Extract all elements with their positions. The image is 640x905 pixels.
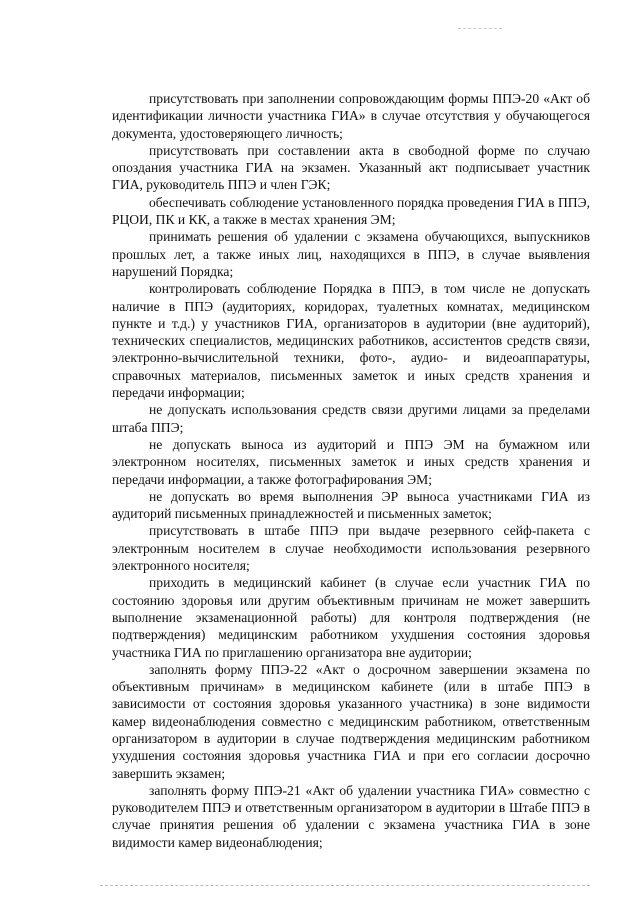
paragraph-form-ppe-22: заполнять форму ППЭ-22 «Акт о досрочном завершении экзамена по объективным причинам» в медицинском кабинете (или в штабе ППЭ в зависимости от состояния здоровья указанного участника) в зоне видимости камер видеонаблюдения совместно с медицинским работником, ответственным организатором в аудитории в случае подтверждения медицинским работником ухудшения состояния здоровья участника ГИА и при его согласии досрочно завершить экзамен; [112, 661, 590, 781]
paragraph-form-ppe-21: заполнять форму ППЭ-21 «Акт об удалении участника ГИА» совместно с руководителем ППЭ и ответственным организатором в аудитории в Штабе ППЭ в случае принятия решения об удалении с экзамена участника ГИА в зоне видимости камер видеонаблюдения; [112, 782, 590, 850]
paragraph-medical-room: приходить в медицинский кабинет (в случае если участник ГИА по состоянию здоровья или другим объективным причинам не может завершить выполнение экзаменационной работы) для контроля подтверждения (не подтверждения) медицинским работником ухудшения состояния здоровья участника ГИА по приглашению организатора вне аудитории; [112, 575, 590, 660]
paragraph-backup-safe-package: присутствовать в штабе ППЭ при выдаче резервного сейф-пакета с электронным носителем в случае необходимости использования резервного электронного носителя; [112, 523, 590, 574]
paragraph-materials-removal: не допускать выноса из аудиторий и ППЭ ЭМ на бумажном или электронном носителях, письменных заметок и иных средств хранения и передачи информации, а также фотографирования ЭМ; [112, 436, 590, 487]
paragraph-communication-limits: не допускать использования средств связи другими лицами за пределами штаба ППЭ; [112, 402, 590, 435]
paragraph-procedure-compliance: обеспечивать соблюдение установленного порядка проведения ГИА в ППЭ, РЦОИ, ПК и КК, а также в местах хранения ЭМ; [112, 194, 590, 228]
document-body [112, 90, 590, 851]
paragraph-removal-decision: принимать решения об удалении с экзамена обучающихся, выпускников прошлых лет, а также иных лиц, находящихся в ППЭ, в случае выявления нарушений Порядка; [112, 229, 590, 279]
paragraph-writing-supplies: не допускать во время выполнения ЭР выноса участниками ГИА из аудиторий письменных принадлежностей и письменных заметок; [112, 488, 590, 522]
bottom-rule [100, 885, 590, 886]
paragraph-identification-act: присутствовать при заполнении сопровождающим формы ППЭ-20 «Акт об идентификации личности участника ГИА» в случае отсутствия у обучающегося документа, удостоверяющего личность; [112, 91, 590, 141]
paragraph-control-compliance: контролировать соблюдение Порядка в ППЭ, в том числе не допускать наличие в ППЭ (аудиториях, коридорах, туалетных комнатах, медицинском пункте и т.д.) у участников ГИА, организаторов в аудитории (вне аудиторий), технических специалистов, медицинских работников, ассистентов средств связи, электронно-вычислительной техники, фото-, аудио- и видеоаппаратуры, справочных материалов, письменных заметок и иных средств хранения и передачи информации; [112, 281, 590, 401]
scan-mark [458, 28, 502, 31]
paragraph-lateness-act: присутствовать при составлении акта в свободной форме по случаю опоздания участника ГИА на экзамен. Указанный акт подписывает участник ГИА, руководитель ППЭ и член ГЭК; [112, 142, 590, 193]
